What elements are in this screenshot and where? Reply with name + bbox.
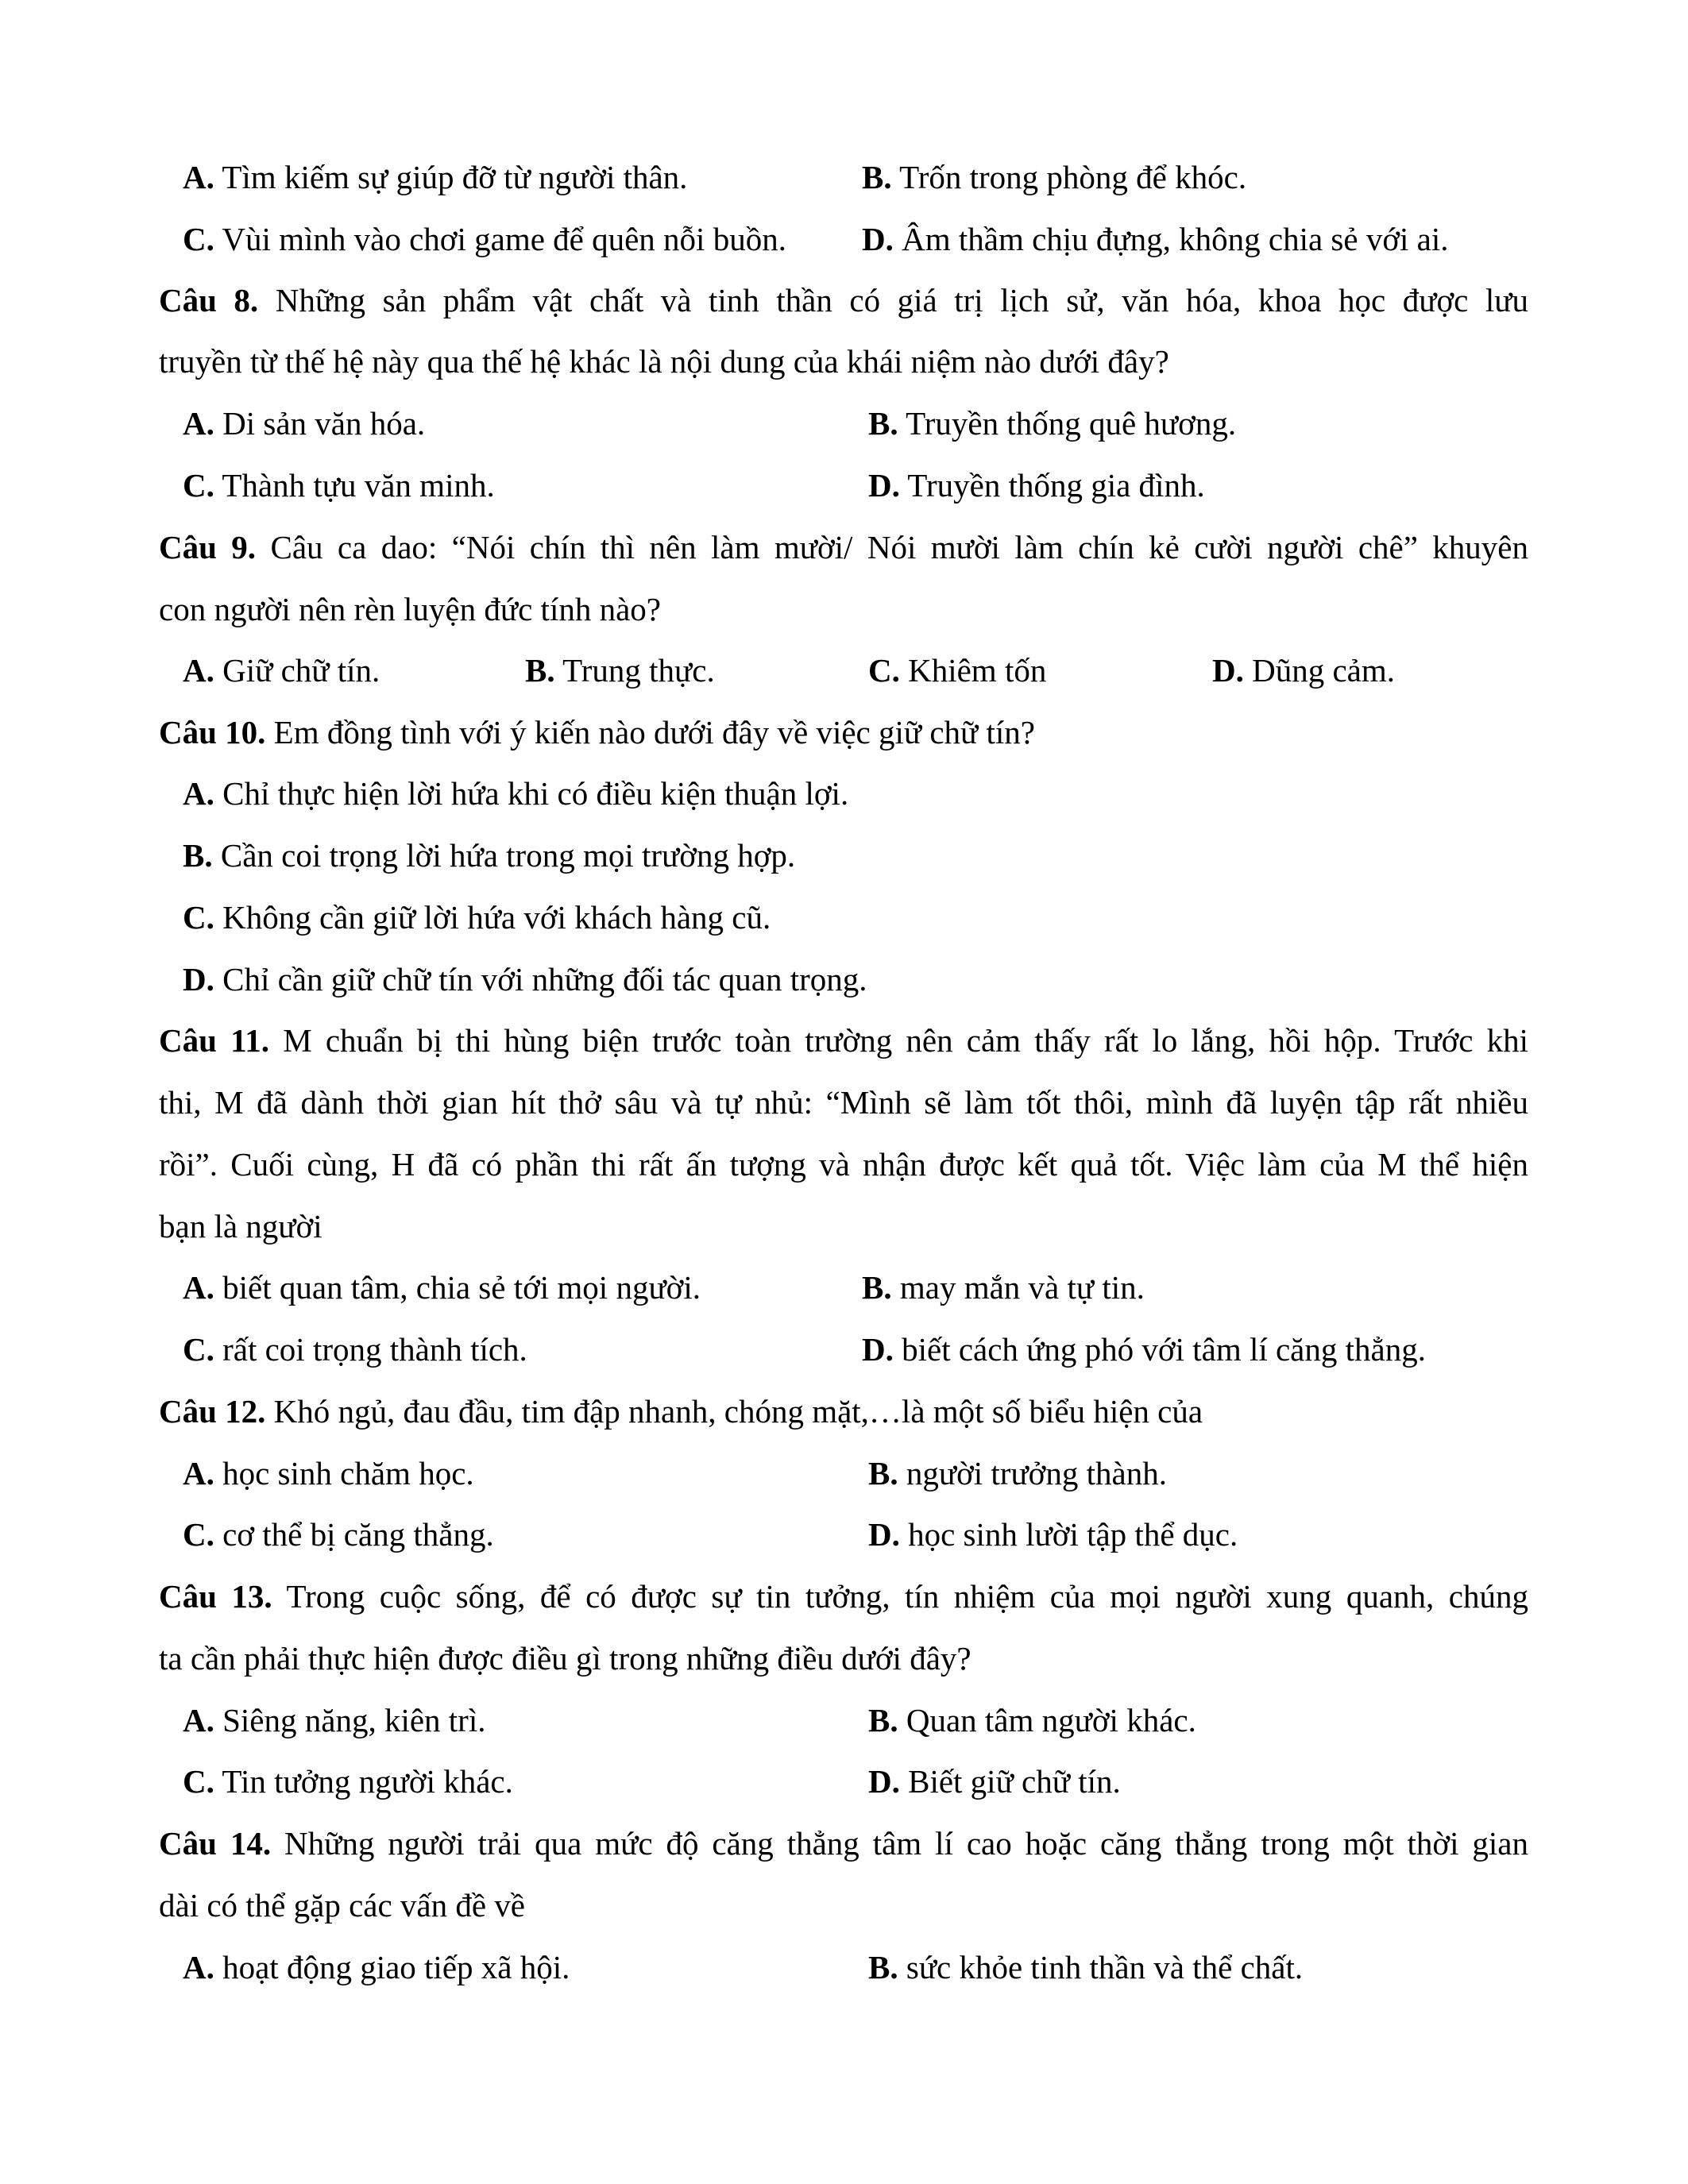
q13-option-d <box>868 1761 1121 1801</box>
q14-stem-line-2 <box>159 1885 525 1925</box>
q9-option-d <box>1212 650 1395 690</box>
option-label: A. <box>183 1455 214 1491</box>
option-text: Di sản văn hóa. <box>222 405 426 442</box>
option-text: sức khỏe tinh thần và thể chất. <box>906 1949 1304 1985</box>
option-text: Chỉ thực hiện lời hứa khi có điều kiện thuận lợi. <box>222 775 849 812</box>
option-label: A. <box>183 775 214 812</box>
q11-stem-line-1 <box>159 1021 1528 1060</box>
option-text: cơ thể bị căng thẳng. <box>222 1516 494 1553</box>
option-label: D. <box>862 221 894 257</box>
option-label: C. <box>868 652 900 689</box>
question-label: Câu 10. <box>159 714 266 751</box>
option-text: Âm thầm chịu đựng, không chia sẻ với ai. <box>902 221 1449 257</box>
option-label: D. <box>868 1763 900 1800</box>
option-text: rất coi trọng thành tích. <box>222 1331 527 1368</box>
option-label: B. <box>525 652 555 689</box>
question-label: Câu 11. <box>159 1022 270 1059</box>
q12-option-a <box>183 1453 474 1493</box>
option-text: học sinh lười tập thể dục. <box>908 1516 1238 1553</box>
option-label: B. <box>868 405 898 442</box>
option-text: Thành tựu văn minh. <box>222 467 495 504</box>
question-text: M chuẩn bị thi hùng biện trước toàn trường nên cảm thấy rất lo lắng, hồi hộp. Trước khi <box>283 1022 1528 1059</box>
option-label: B. <box>868 1455 898 1491</box>
q13-option-a <box>183 1700 485 1740</box>
q14-stem-line-1 <box>159 1823 1528 1863</box>
q8-option-d <box>868 465 1205 505</box>
option-label: B. <box>868 1949 898 1985</box>
option-text: Tìm kiếm sự giúp đỡ từ người thân. <box>222 159 688 195</box>
q9-stem-line-2 <box>159 589 661 629</box>
option-text: Trốn trong phòng để khóc. <box>899 159 1247 195</box>
q11-option-c <box>183 1329 527 1369</box>
q8-option-a <box>183 403 425 443</box>
option-label: B. <box>183 837 213 874</box>
q9-stem-line-1 <box>159 527 1528 567</box>
q13-option-c <box>183 1761 513 1801</box>
option-label: C. <box>183 1516 214 1553</box>
q7-option-c <box>183 219 786 259</box>
q14-option-b <box>868 1947 1303 1987</box>
question-label: Câu 12. <box>159 1393 266 1430</box>
option-text: biết quan tâm, chia sẻ tới mọi người. <box>222 1269 701 1306</box>
q10-stem-line-1 <box>159 712 1035 752</box>
option-label: A. <box>183 1949 214 1985</box>
option-text: hoạt động giao tiếp xã hội. <box>222 1949 570 1985</box>
q8-stem-line-2 <box>159 341 1169 381</box>
option-text: Trung thực. <box>562 652 715 689</box>
option-text: Siêng năng, kiên trì. <box>222 1702 486 1738</box>
option-text: Biết giữ chữ tín. <box>908 1763 1121 1800</box>
q10-option-b <box>183 835 795 875</box>
option-label: D. <box>1212 652 1244 689</box>
question-text: con người nên rèn luyện đức tính nào? <box>159 591 661 627</box>
q9-option-a <box>183 650 380 690</box>
option-label: A. <box>183 1702 214 1738</box>
q12-option-b <box>868 1453 1167 1493</box>
option-text: Chỉ cần giữ chữ tín với những đối tác quan trọng. <box>222 961 867 997</box>
q8-option-b <box>868 403 1236 443</box>
q7-option-b <box>862 157 1246 197</box>
question-label: Câu 9. <box>159 529 257 565</box>
q10-option-a <box>183 774 848 813</box>
q14-option-a <box>183 1947 570 1987</box>
q13-stem-line-1 <box>159 1576 1528 1616</box>
q12-option-c <box>183 1515 494 1554</box>
option-text: Quan tâm người khác. <box>906 1702 1196 1738</box>
question-text: thi, M đã dành thời gian hít thở sâu và tự nhủ: “Mình sẽ làm tốt thôi, mình đã luyện tập rất nhiều <box>159 1084 1528 1121</box>
option-text: học sinh chăm học. <box>222 1455 474 1491</box>
option-text: Truyền thống quê hương. <box>906 405 1237 442</box>
q7-option-a <box>183 157 687 197</box>
option-label: A. <box>183 1269 214 1306</box>
option-label: C. <box>183 1331 214 1368</box>
option-label: D. <box>868 1516 900 1553</box>
option-text: Giữ chữ tín. <box>222 652 380 689</box>
q8-option-c <box>183 465 495 505</box>
q11-option-d <box>862 1329 1426 1369</box>
option-label: C. <box>183 1763 214 1800</box>
q11-option-a <box>183 1268 701 1307</box>
question-text: Em đồng tình với ý kiến nào dưới đây về việc giữ chữ tín? <box>273 714 1035 751</box>
option-text: Truyền thống gia đình. <box>907 467 1205 504</box>
option-label: A. <box>183 652 214 689</box>
q13-option-b <box>868 1700 1196 1740</box>
option-label: B. <box>868 1702 898 1738</box>
option-text: may mắn và tự tin. <box>899 1269 1145 1306</box>
option-label: D. <box>862 1331 894 1368</box>
q9-option-c <box>868 650 1046 690</box>
question-label: Câu 8. <box>159 282 259 318</box>
question-text: bạn là người <box>159 1208 323 1244</box>
q7-option-d <box>862 219 1449 259</box>
option-text: người trưởng thành. <box>906 1455 1167 1491</box>
question-text: Trong cuộc sống, để có được sự tin tưởng, tín nhiệm của mọi người xung quanh, chúng <box>286 1578 1528 1615</box>
option-label: C. <box>183 899 214 936</box>
option-label: C. <box>183 467 214 504</box>
option-label: B. <box>862 1269 892 1306</box>
q8-stem-line-1 <box>159 280 1528 320</box>
option-label: C. <box>183 221 214 257</box>
question-text: Những sản phẩm vật chất và tinh thần có giá trị lịch sử, văn hóa, khoa học được lưu <box>275 282 1528 318</box>
option-text: biết cách ứng phó với tâm lí căng thẳng. <box>902 1331 1426 1368</box>
option-text: Khiêm tốn <box>908 652 1047 689</box>
q12-stem-line-1 <box>159 1391 1203 1431</box>
q10-option-c <box>183 897 771 937</box>
q11-stem-line-3 <box>159 1144 1528 1184</box>
q12-option-d <box>868 1515 1238 1554</box>
q10-option-d <box>183 959 867 999</box>
q9-option-b <box>525 650 715 690</box>
question-text: dài có thể gặp các vấn đề về <box>159 1887 526 1924</box>
question-text: ta cần phải thực hiện được điều gì trong những điều dưới đây? <box>159 1640 971 1677</box>
question-text: Khó ngủ, đau đầu, tim đập nhanh, chóng mặt,…là một số biểu hiện của <box>273 1393 1203 1430</box>
q13-stem-line-2 <box>159 1638 971 1678</box>
option-label: D. <box>183 961 214 997</box>
question-text: rồi”. Cuối cùng, H đã có phần thi rất ấn tượng và nhận được kết quả tốt. Việc làm của M thể hiện <box>159 1146 1528 1183</box>
option-text: Vùi mình vào chơi game để quên nỗi buồn. <box>222 221 786 257</box>
q11-stem-line-4 <box>159 1206 323 1246</box>
option-text: Dũng cảm. <box>1252 652 1396 689</box>
question-text: Câu ca dao: “Nói chín thì nên làm mười/ Nói mười làm chín kẻ cười người chê” khuyên <box>270 529 1529 565</box>
option-text: Cần coi trọng lời hứa trong mọi trường hợp. <box>220 837 796 874</box>
q11-stem-line-2 <box>159 1082 1528 1122</box>
option-label: D. <box>868 467 900 504</box>
question-label: Câu 13. <box>159 1578 272 1615</box>
question-label: Câu 14. <box>159 1825 272 1862</box>
question-text: Những người trải qua mức độ căng thẳng tâm lí cao hoặc căng thẳng trong một thời gian <box>284 1825 1528 1862</box>
option-label: A. <box>183 159 214 195</box>
question-text: truyền từ thế hệ này qua thế hệ khác là nội dung của khái niệm nào dưới đây? <box>159 343 1169 380</box>
option-label: B. <box>862 159 892 195</box>
option-label: A. <box>183 405 214 442</box>
option-text: Không cần giữ lời hứa với khách hàng cũ. <box>222 899 771 936</box>
option-text: Tin tưởng người khác. <box>222 1763 513 1800</box>
q11-option-b <box>862 1268 1145 1307</box>
